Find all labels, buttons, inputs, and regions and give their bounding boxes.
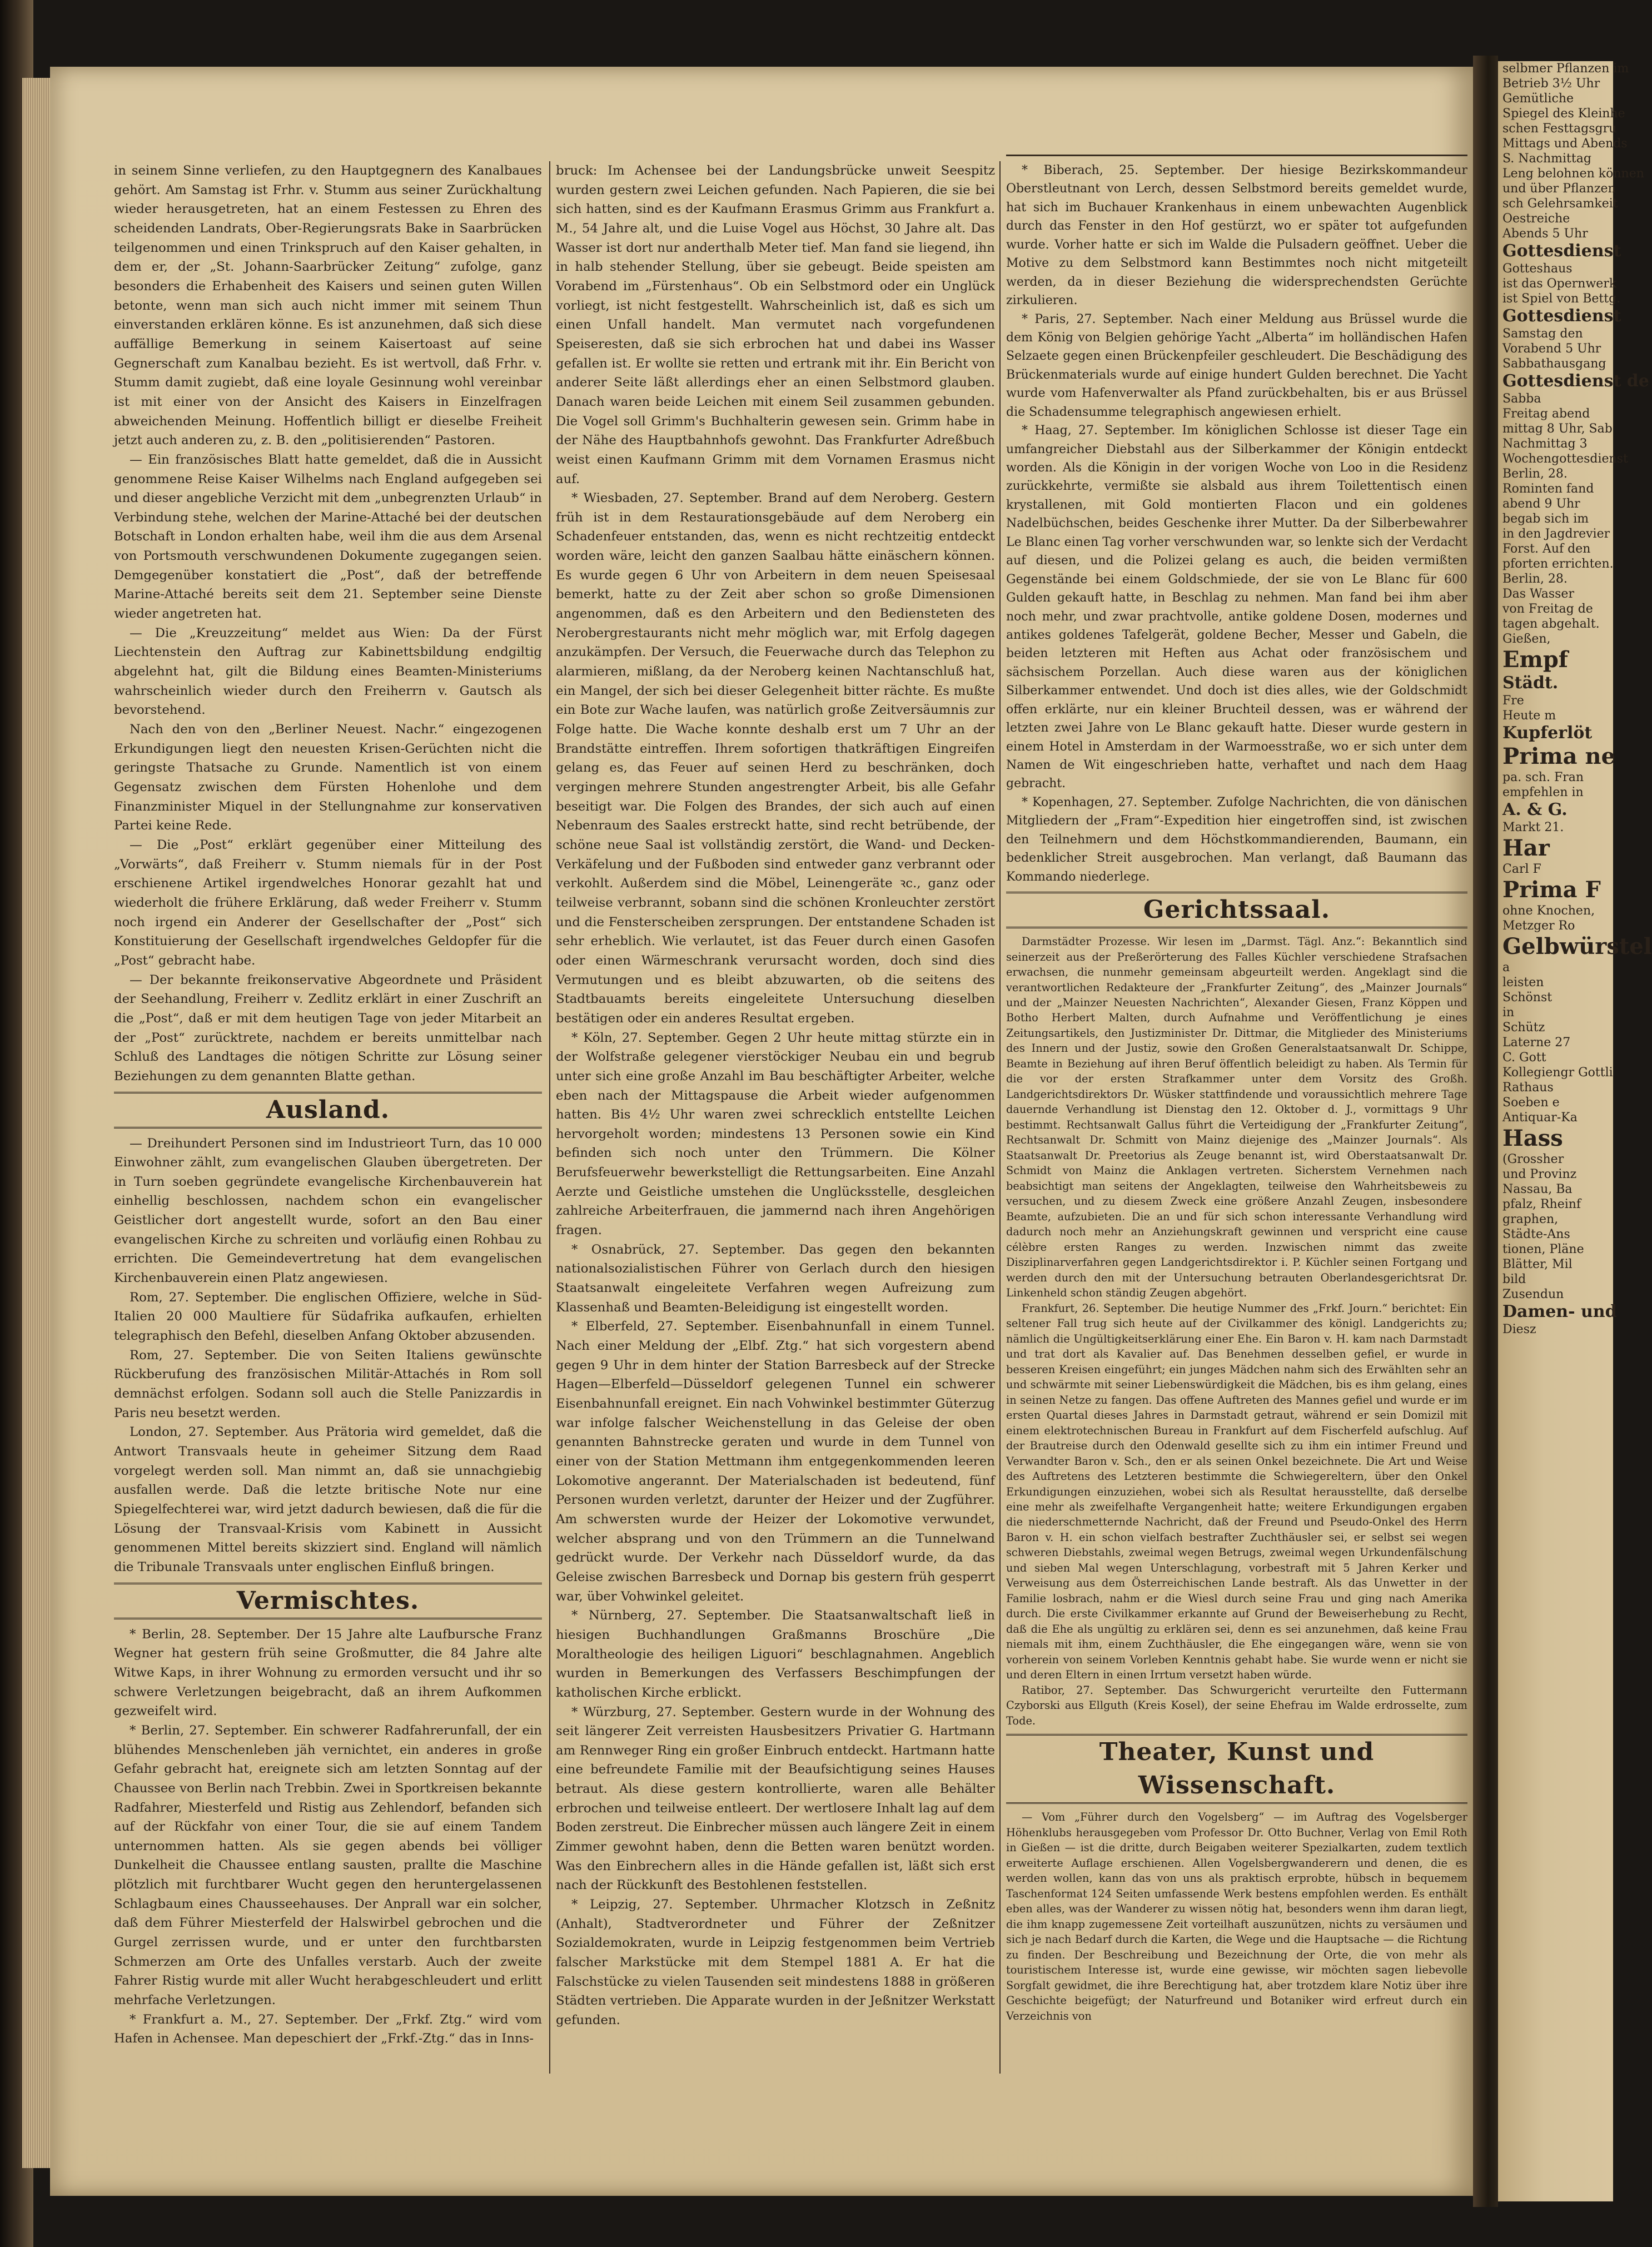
adjacent-page-line: Damen- und (1502, 1302, 1617, 1321)
adjacent-page-line: C. Gott (1502, 1051, 1546, 1065)
adjacent-page-line: Gottesdienst (1502, 306, 1621, 326)
adjacent-page-line: Gottesdienst de (1502, 371, 1649, 391)
adjacent-page-line: (Grossher (1502, 1152, 1564, 1166)
column-1 (114, 161, 542, 2049)
article-paragraph: * Kopenhagen, 27. September. Zufolge Nachrichten, die von dänischen Mitgliedern der „Fram“-Expedition hier eingetroffen sind, ist zwischen den Teilnehmern und dem Höchstkommandierenden, Baumann, ein bedenklicher Streit ausgebrochen. Man verlangt, daß Baumann das Kommando niederlege. (1006, 795, 1467, 884)
column-2 (556, 161, 995, 2030)
adjacent-page-line: von Freitag de (1502, 602, 1593, 616)
adjacent-page-line: Metzger Ro (1502, 919, 1575, 933)
article-paragraph: * Osnabrück, 27. September. Das gegen den bekannten nationalsozialistischen Führer von Gerlach durch den hiesigen Staatsanwalt eingeleitete Verfahren wegen Aufreizung zum Klassenhaß und Beamten-Beleidigung ist eingestellt worden. (556, 1242, 995, 1315)
article-paragraph: * Biberach, 25. September. Der hiesige Bezirkskommandeur Oberstleutnant von Lerch, dessen Selbstmord bereits gemeldet wurde, hat sich im Buchauer Krankenhaus in einem unbewachten Augenblick durch das Fenster in den Hof gestürzt, wo er später tot aufgefunden wurde. Vorher hatte er sich im Walde die Pulsadern geöffnet. Ueber die Motive zu dem Selbstmord kann Bestimmtes noch nicht mitgeteilt werden, da in dieser Beziehung die widersprechendsten Gerüchte zirkulieren. (1006, 163, 1467, 308)
adjacent-page-line: Wochengottesdienst (1502, 452, 1628, 466)
adjacent-page-line: Vorabend 5 Uhr (1502, 342, 1601, 356)
adjacent-page-line: mittag 8 Uhr, Sab (1502, 422, 1613, 436)
adjacent-page-line: Heute m (1502, 709, 1556, 723)
adjacent-page-line: Nassau, Ba (1502, 1182, 1573, 1196)
adjacent-page-line: Oestreiche (1502, 212, 1570, 226)
article-paragraph: * Wiesbaden, 27. September. Brand auf dem Neroberg. Gestern früh ist in dem Restaurationsgebäude auf dem Neroberg ein Schadenfeuer entstanden, das, wenn es nicht rechtzeitig entdeckt worden wäre, leicht den ganzen Saalbau hätte einäschern können. Es wurde gegen 6 Uhr von Arbeitern in dem neuen Speisesaal bemerkt, hatte zu der Zeit aber schon so große Dimensionen angenommen, daß es den Arbeitern und den Bediensteten des Nerobergrestaurants nicht mehr möglich war, mit Erfolg dagegen anzukämpfen. Der Versuch, die Feuerwache durch das Telephon zu alarmieren, mißlang, da der Neroberg keinen Nachtanschluß hat, ein Mangel, der sich bei dieser Gelegenheit bitter rächte. Es mußte ein Bote zur Wache laufen, was natürlich große Zeitversäumnis zur Folge hatte. Die Wache konnte deshalb erst um 7 Uhr an der Brandstätte eintreffen. Ihrem sofortigen thatkräftigen Eingreifen gelang es, das Feuer auf seinen Herd zu beschränken, doch vergingen mehrere Stunden angestrengter Arbeit, bis alle Gefahr beseitigt war. Die Folgen des Brandes, der sich auch auf einen Nebenraum des Saales erstreckt hatte, sind recht betrübende, der schöne neue Saal ist vollständig zerstört, die Wand- und Decken-Verkäfelung und der Fußboden sind entweder ganz verbrannt oder verkohlt. Außerdem sind die Möbel, Leinengeräte ꝛc., ganz oder teilweise verbrannt, sobann sind die schönen Kronleuchter zerstört und die Fensterscheiben zersprungen. Der entstandene Schaden ist sehr erheblich. Wie verlautet, ist das Feuer durch einen Gasofen oder einen Wärmeschrank verursacht worden, doch sind dies Vermutungen und es bleibt abzuwarten, ob die seitens des Stadtbauamts bereits eingeleitete Untersuchung dieselben bestätigen oder ein anderes Resultat ergeben. (556, 491, 995, 1026)
adjacent-page-line: pforten errichten. (1502, 557, 1614, 571)
adjacent-page-line: Markt 21. (1502, 821, 1564, 834)
adjacent-page-line: schen Festtagsgru (1502, 122, 1617, 136)
adjacent-page-line: sch Gelehrsamkeit (1502, 197, 1618, 211)
adjacent-page-line: Gießen, (1502, 632, 1551, 646)
article-paragraph: * Nürnberg, 27. September. Die Staatsanwaltschaft ließ in hiesigen Buchhandlungen Graßmanns Broschüre „Die Moraltheologie des heiligen Liguori“ beschlagnahmen. Angeblich wurden in Bemerkungen des Verfassers Beschimpfungen der katholischen Kirche erblickt. (556, 1608, 995, 1700)
adjacent-page-line: und Provinz (1502, 1167, 1577, 1181)
article-paragraph: * Haag, 27. September. Im königlichen Schlosse ist dieser Tage ein umfangreicher Diebstahl aus der Silberkammer der Königin entdeckt worden. Als die Königin in der vorigen Woche von Loo in die Residenz zurückkehrte, vermißte sie alsbald aus ihrem Toilettentisch einen krystallenen, mit Gold montierten Flacon und ein goldenes Nadelbüchschen, beides Geschenke ihrer Mutter. Da der Silberbewahrer Le Blanc einen Tag vorher verschwunden war, so lenkte sich der Verdacht auf diesen, und die Polizei gelang es auch, die beiden vermißten Gegenstände bei einem Goldschmiede, der sie von Le Blanc für 600 Gulden gekauft hatte, in Beschlag zu nehmen. Man fand bei ihm aber noch mehr, und zwar prachtvolle, antike goldene Dosen, modernes und antikes goldenes Tafelgerät, goldene Becher, Messer und Gabeln, die beiden letzteren mit Heften aus Achat oder französischem und sächsischem Porzellan. Auch diese waren aus der königlichen Silberkammer entwendet. Und doch ist dies alles, wie der Goldschmidt offen erklärte, nur ein kleiner Bruchteil dessen, was er während der letzten zwei Jahre von Le Blanc gekauft hatte. Dieser wurde gestern in einem Hotel in Amsterdam in der Warmoesstraße, wo er sich unter dem Namen de Wit eingeschrieben hatte, verhaftet und nach dem Haag gebracht. (1006, 424, 1467, 791)
article-paragraph: Rom, 27. September. Die von Seiten Italiens gewünschte Rückberufung des französischen Militär-Attachés in Rom soll demnächst erfolgen. Sodann soll auch die Stelle Panizzardis in Paris neu besetzt werden. (114, 1348, 542, 1420)
adjacent-page-line: ist das Opernwerk (1502, 277, 1617, 291)
adjacent-page-line: Gottesdienst (1502, 241, 1621, 261)
article-paragraph: Frankfurt, 26. September. Die heutige Nummer des „Frkf. Journ.“ berichtet: Ein seltener Fall trug sich heute auf der Civilkammer des königl. Landgerichts zu; nämlich die Ungültigkeitserklärung einer Ehe. Ein Baron v. H. kam nach Darmstadt und trat dort als Kavalier auf. Das Benehmen desselben gefiel, er wurde in besseren Kreisen eingeführt; ein junges Mädchen nahm sich des Erwählten sehr an und schwärmte mit seiner Liebenswürdigkeit die Mädchen, bis es ihm gelang, eines in seinen Netze zu fangen. Das offene Auftreten des Mannes gefiel und wurde er im ersten Quartal dieses Jahres in Darmstadt getraut, während er sein Domizil mit einem elektrotechnischen Bureau in Frankfurt auf dem Fischerfeld aufschlug. Auf der Brautreise durch den Odenwald gesellte sich zu ihm ein intimer Freund und Verwandter Baron v. Sch., den er als seinen Onkel bezeichnete. Die Art und Weise des Auftretens des Letzteren bestimmte die Schwiegereltern, über den Onkel Erkundigungen einzuziehen, wobei sich als Resultat herausstellte, daß derselbe eine mehr als zweifelhafte Vergangenheit hatte; weitere Erkundigungen ergaben die niederschmetternde Nachricht, daß der Freund und Pseudo-Onkel des Herrn Baron v. H. ein schon vielfach bestrafter Zuchthäusler sei, er selbst sei wegen schweren Diebstahls, zweimal wegen Betrugs, zweimal wegen Urkundenfälschung und sieben Mal wegen Unterschlagung, vorbestraft mit 5 Jahren Kerker und Verweisung aus dem Österreichischen Lande bestraft. Als das Unwetter in der Familie losbrach, nahm er die Wiesl durch seine Frau und ging nach Amerika durch. Die erste Civilkammer erkannte auf Grund der Beweiserhebung zu Recht, daß die Ehe als ungültig zu erklären sei, denn es sei anzunehmen, daß keine Frau niemals mit ihm, einem Zuchthäusler, die Ehe eingegangen wäre, wenn sie von vorherein von seinem Vorleben Kenntnis gehabt habe. Sie wurde wenn er nicht sie und deren Eltern in einen Irrtum versetzt haben würde. (1006, 1301, 1467, 1682)
adjacent-page-line: tagen abgehalt. (1502, 617, 1600, 631)
adjacent-page-line: selbmer Pflanzen im (1502, 62, 1629, 76)
adjacent-page-line: Samstag den (1502, 327, 1583, 341)
adjacent-page-line: Carl F (1502, 862, 1541, 876)
article-paragraph: * Berlin, 28. September. Der 15 Jahre alte Laufbursche Franz Wegner hat gestern früh seine Großmutter, die 84 Jahre alte Witwe Kaps, in ihrer Wohnung zu ermorden versucht und ihr so schwere Verletzungen beigebracht, daß an ihrem Aufkommen gezweifelt wird. (114, 1627, 542, 1719)
adjacent-page-line: Betrieb 3½ Uhr (1502, 77, 1600, 91)
adjacent-page-line: Das Wasser (1502, 587, 1574, 601)
adjacent-page-line: leisten (1502, 976, 1544, 990)
adjacent-page-line: Kollegiengr Gottli (1502, 1066, 1613, 1080)
article-paragraph: Ratibor, 27. September. Das Schwurgericht verurteilte den Futtermann Czyborski aus Ellguth (Kreis Kosel), der seine Ehefrau im Walde erdrosselte, zum Tode. (1006, 1683, 1467, 1727)
column-3 (1006, 161, 1467, 2024)
article-paragraph: — Die „Post“ erklärt gegenüber einer Mitteilung des „Vorwärts“, daß Freiherr v. Stumm niemals für in der Post erschienene Artikel irgendwelches Honorar gezahlt hat und wiederholt die frühere Erklärung, daß weder Freiherr v. Stumm noch irgend ein Anderer der Gesellschafter der „Post“ sich Konstituierung der Gesellschaft irgendwelches Geldopfer für die „Post“ gebracht habe. (114, 837, 542, 968)
adjacent-page-line: Städt. (1502, 673, 1559, 693)
adjacent-page-line: tionen, Pläne (1502, 1242, 1584, 1256)
article-paragraph: London, 27. September. Aus Prätoria wird gemeldet, daß die Antwort Transvaals heute in geheimer Sitzung dem Raad vorgelegt werden soll. Man nimmt an, daß sie unnachgiebig ausfallen werde. Daß die letzte britische Note nur eine Spiegelfechterei war, wird jetzt dadurch bewiesen, daß die für die Lösung der Transvaal-Krisis vom Kabinett in Aussicht genommenen Mittel bereits skizziert sind. England will nämlich die Tribunale Transvaals unter englischen Einfluß bringen. (114, 1425, 542, 1574)
adjacent-page-fragment (1498, 61, 1652, 2201)
adjacent-page-line: Leng belohnen können (1502, 167, 1644, 181)
adjacent-page-line: Berlin, 28. (1502, 467, 1568, 481)
adjacent-page-line: pa. sch. Fran (1502, 770, 1584, 784)
article-paragraph: * Elberfeld, 27. September. Eisenbahnunfall in einem Tunnel. Nach einer Meldung der „Elbf. Ztg.“ hat sich vorgestern abend gegen 9 Uhr in dem hinter der Station Barresbeck auf der Strecke Hagen—Elberfeld—Düsseldorf gelegenen Tunnel ein schwerer Eisenbahnunfall ereignet. Ein nach Vohwinkel bestimmter Güterzug war infolge falscher Weichenstellung in das Geleise der oben genannten Bahnstrecke geraten und wurde in dem Tunnel von einer von der Station Mettmann ihm entgegenkommenden leeren Lokomotive angerannt. Der Materialschaden ist bedeutend, fünf Personen wurden verletzt, darunter der Heizer und der Zugführer. Am schwersten wurde der Heizer der Lokomotive verwundet, welcher absprang und von den Trümmern an die Tunnelwand gedrückt wurde. Der Verkehr nach Düsseldorf wurde, da das Geleise zwischen Barresbeck und Dornap bis gestern früh gesperrt war, über Vohwinkel geleitet. (556, 1319, 995, 1604)
adjacent-page-line: Zusendun (1502, 1287, 1564, 1301)
column-divider (549, 161, 550, 2074)
adjacent-page-line: Spiegel des Kleinhe (1502, 107, 1625, 121)
adjacent-page-line: Schönst (1502, 991, 1553, 1005)
adjacent-page-line: Blätter, Mil (1502, 1257, 1573, 1271)
adjacent-page-line: Berlin, 28. (1502, 572, 1568, 586)
article-paragraph: — Ein französisches Blatt hatte gemeldet, daß die in Aussicht genommene Reise Kaiser Wilhelms nach England aufgegeben sei und dieser angebliche Verzicht mit dem „unbegrenzten Urlaub“ in Verbindung stehe, welchen der Marine-Attaché bei der deutschen Botschaft in London erhalten habe, weil ihm die aus dem Arsenal von Portsmouth verschwundenen Dokumente zugegangen seien. Demgegenüber konstatiert die „Post“, daß der betreffende Marine-Attaché bereits seit dem 21. September seine Dienste wieder angetreten hat. (114, 452, 542, 622)
adjacent-page-line: in den Jagdrevier (1502, 527, 1610, 541)
adjacent-page-line: pfalz, Rheinf (1502, 1197, 1581, 1211)
article-paragraph: * Paris, 27. September. Nach einer Meldung aus Brüssel wurde die dem König von Belgien gehörige Yacht „Alberta“ im holländischen Hafen Selzaete gegen einen Brückenpfeiler geschleudert. Die Beschädigung des Brückenmaterials wurde auf einige hundert Gulden berechnet. Die Yacht wurde vom Hafenverwalter als Pfand zurückbehalten, bis er aus Brüssel die Schadensumme telegraphisch angewiesen erhielt. (1006, 312, 1467, 419)
article-paragraph: in seinem Sinne verliefen, zu den Hauptgegnern des Kanalbaues gehört. Am Samstag ist Frhr. v. Stumm aus seiner Zurückhaltung wieder herausgetreten, hat an einem Festessen zu Ehren des scheidenden Landrats, Ober-Regierungsrats Bake in Saarbrücken teilgenommen und einen Trinkspruch auf den Kaiser gehalten, in dem er, der „St. Johann-Saarbrücker Zeitung“ zufolge, ganz besonders die Erhabenheit des Kaisers und seinen guten Willen betonte, wenn man sich auch nicht immer mit seinem Thun einverstanden erklären könne. Es ist anzunehmen, daß sich diese auffällige Bemerkung in seinem Kaisertoast auf seine Gegnerschaft zum Kanalbau bezieht. Es ist wertvoll, daß Frhr. v. Stumm damit zugiebt, daß eine loyale Gesinnung wohl vereinbar ist mit einer von der Ansicht des Kaisers in Einzelfragen abweichenden Meinung. Hoffentlich billigt er dieselbe Freiheit jetzt auch anderen zu, z. B. den „politisierenden“ Pastoren. (114, 163, 542, 448)
adjacent-page-line: Gelbwürstel (1502, 933, 1652, 960)
article-paragraph: Rom, 27. September. Die englischen Offiziere, welche in Süd-Italien 20 000 Maultiere für Südafrika aufkaufen, erhielten telegraphisch den Befehl, dieselben Anfang Oktober abzusenden. (114, 1290, 542, 1344)
adjacent-page-line: Freitag abend (1502, 407, 1590, 421)
adjacent-page-line: Prima ne (1502, 743, 1616, 769)
adjacent-page-line: Sabba (1502, 392, 1541, 406)
adjacent-page-line: Diesz (1502, 1323, 1536, 1336)
article-paragraph: bruck: Im Achensee bei der Landungsbrücke unweit Seespitz wurden gestern zwei Leichen gefunden. Nach Papieren, die sie bei sich hatten, sind es der Kaufmann Erasmus Grimm aus Frankfurt a. M., 54 Jahre alt, und die Luise Vogel aus Höchst, 30 Jahre alt. Das Wasser ist dort nur anderthalb Meter tief. Man fand sie liegend, ihn in halb stehender Stellung, über sie gebeugt. Beide speisten am Vorabend im „Fürstenhaus“. Ob ein Selbstmord oder ein Unglück vorliegt, ist nicht festgestellt. Wahrscheinlich ist, daß es sich um einen Unfall handelt. Man vermutet nach vorgefundenen Speiseresten, daß sie sich erbrochen hat und dabei ins Wasser gefallen ist. Er wollte sie retten und ertrank mit ihr. Ein Bericht von anderer Seite läßt allerdings eher an einen Selbstmord glauben. Danach waren beide Leichen mit einem Seil zusammen gebunden. Die Vogel soll Grimm's Buchhalterin gewesen sein. Grimm habe in der Nähe des Hauptbahnhofs gewohnt. Das Frankfurter Adreßbuch weist einen Kaufmann Grimm mit dem Vornamen Erasmus nicht auf. (556, 163, 995, 486)
adjacent-page-line: Prima F (1502, 877, 1601, 903)
adjacent-page-line: Rominten fand (1502, 482, 1594, 496)
adjacent-page-line: A. & G. (1502, 800, 1568, 819)
article-paragraph: * Berlin, 27. September. Ein schwerer Radfahrerunfall, der ein blühendes Menschenleben jäh vernichtet, ein anderes in große Gefahr gebracht hat, ereignete sich am letzten Sonntag auf der Chaussee von Berlin nach Trebbin. Zwei in Sportkreisen bekannte Radfahrer, Miesterfeld und Ristig aus Zehlendorf, befanden sich auf der Rückfahr von einer Tour, die sie auf einem Tandem unternommen hatten. Als sie gegen abends bei völliger Dunkelheit die Chaussee entlang sausten, prallte die Maschine plötzlich mit furchtbarer Wucht gegen den heruntergelassenen Schlagbaum eines Chausseehauses. Der Anprall war ein solcher, daß dem Führer Miesterfeld der Halswirbel gebrochen und die Gurgel zerrissen wurde, und er unter den furchtbarsten Schmerzen am Orte des Unfalles verstarb. Auch der zweite Fahrer Ristig wurde mit aller Wucht herabgeschleudert und erlitt mehrfache Verletzungen. (114, 1723, 542, 2008)
adjacent-page-line: Mittags und Abends (1502, 137, 1628, 151)
section-heading-gerichtssaal: Gerichtssaal. (1006, 892, 1467, 928)
adjacent-page-line: S. Nachmittag (1502, 152, 1591, 166)
article-paragraph: — Vom „Führer durch den Vogelsberg“ — im Auftrag des Vogelsberger Höhenklubs herausgegeben vom Professor Dr. Otto Buchner, Verlag von Emil Roth in Gießen — ist die dritte, durch Beigaben weiterer Spezialkarten, zudem textlich erweiterte Auflage erschienen. Allen Vogelsbergwanderern und denen, die es werden wollen, kann das von uns als praktisch erprobte, hübsch in bequemem Taschenformat 124 Seiten umfassende Werk bestens empfohlen werden. Es enthält eben alles, was der Wanderer zu wissen nötig hat, besonders wenn ihm daran liegt, die ihm knapp zugemessene Zeit vorteilhaft auszunützen, nichts zu versäumen und sich je nach Bedarf durch die Karten, die Wege und die Hauptsache — die Richtung zu finden. Der Beschreibung und Bezeichnung der Orte, die von mehr als touristischem Interesse ist, wurde eine gewisse, wir möchten sagen liebevolle Sorgfalt gewidmet, die ihre Berechtigung hat, aber trotzdem klare Notiz über ihre Geschichte beigefügt; der Naturfreund und Botaniker wird erfreut durch ein Verzeichnis von (1006, 1811, 1467, 2022)
adjacent-page-line: Nachmittag 3 (1502, 437, 1588, 451)
adjacent-page-line: a (1502, 961, 1510, 975)
section-heading-ausland: Ausland. (114, 1092, 542, 1129)
section-heading-vermischtes: Vermischtes. (114, 1583, 542, 1619)
article-paragraph: — Die „Kreuzzeitung“ meldet aus Wien: Da der Fürst Liechtenstein den Auftrag zur Kabinettsbildung endgiltig abgelehnt hat, gilt die Bildung eines Beamten-Ministeriums wahrscheinlich wieder durch den Freiherrn v. Gautsch als bevorstehend. (114, 625, 542, 718)
article-paragraph: Darmstädter Prozesse. Wir lesen im „Darmst. Tägl. Anz.“: Bekanntlich sind seinerzeit aus der Preßerörterung des Falles Küchler verschiedene Strafsachen erwachsen, die nunmehr gemeinsam abgeurteilt werden. Angeklagt sind die verantwortlichen Redakteure der „Frankfurter Zeitung“, des „Mainzer Journals“ und der „Mainzer Neuesten Nachrichten“, Alexander Giesen, Franz Köppen und Botho Herbert Malten, durch Aufnahme und Veröffentlichung je eines Zeitungsartikels, den Justizminister Dr. Dittmar, die Mitglieder des Ministeriums des Innern und der Justiz, sowie den Großen Generalstaatsanwalt Dr. Schippe, Beamte in Beziehung auf ihren Beruf öffentlich beleidigt zu haben. Als Termin für die vor der ersten Strafkammer unter dem Vorsitz des Großh. Landgerichtsdirektors Dr. Wüsker stattfindende und voraussichtlich mehrere Tage dauernde Verhandlung ist Dienstag den 12. Oktober d. J., vormittags 9 Uhr bestimmt. Rechtsanwalt Gallus führt die Verteidigung der „Frankfurter Zeitung“, Rechtsanwalt Dr. Schmitt von Mainz diejenige des „Mainzer Journals“. Als Staatsanwalt Dr. Preetorius als Zeuge benannt ist, wird Oberstaatsanwalt Dr. Schmidt von Mainz die Anklagen vertreten. Sicherstem Vernehmen nach beabsichtigt man seitens der Angeklagten, teilweise den Wahrheitsbeweis zu versuchen, und zu diesem Zweck eine größere Anzahl Zeugen, insbesondere Beamte, aufzubieten. Die an und für sich schon interessante Verhandlung wird dadurch noch mehr an Anziehungskraft gewinnen und verspricht eine cause célèbre ersten Ranges zu werden. Inzwischen nimmt das zweite Disziplinarverfahren gegen Landgerichtsdirektor i. P. Küchler seinen Fortgang und werden durch den mit der Untersuchung betrauten Oberlandesgerichtsrat Dr. Linkenheld schon ständig Zeugen abgehört. (1006, 935, 1467, 1300)
adjacent-page-line: ohne Knochen, (1502, 904, 1595, 918)
article-paragraph: — Der bekannte freikonservative Abgeordnete und Präsident der Seehandlung, Freiherr v. Zedlitz erklärt in einer Zuschrift an die „Post“, daß er mit dem heutigen Tage von jeder Mitarbeit an der „Post“ zurücktrete, nachdem er bereits unmittelbar nach Schluß des Landtages die nötigen Schritte zur Lösung seiner Beziehungen zu dem genannten Blatte gethan. (114, 972, 542, 1083)
article-paragraph: * Frankfurt a. M., 27. September. Der „Frkf. Ztg.“ wird vom Hafen in Achensee. Man depeschiert der „Frkf.-Ztg.“ das in Inns- (114, 2012, 542, 2046)
adjacent-page-line: ist Spiel von Bettg. (1502, 292, 1621, 306)
adjacent-page-line: Gemütliche (1502, 92, 1574, 106)
adjacent-page-line: begab sich im (1502, 512, 1589, 526)
section-heading-theater: Theater, Kunst und Wissenschaft. (1006, 1734, 1467, 1804)
adjacent-page-line: Antiquar-Ka (1502, 1111, 1578, 1125)
adjacent-page-line: Forst. Auf den (1502, 542, 1591, 556)
adjacent-page-line: Har (1502, 835, 1550, 861)
adjacent-page-line: Hass (1502, 1125, 1563, 1151)
adjacent-page-line: Abends 5 Uhr (1502, 227, 1588, 241)
adjacent-page-line: Rathaus (1502, 1081, 1554, 1095)
adjacent-page-line: Gotteshaus (1502, 262, 1573, 276)
column-top-rule (1006, 155, 1467, 156)
book-gutter (1473, 56, 1498, 2207)
adjacent-page-line: Schütz (1502, 1021, 1545, 1035)
article-paragraph: — Dreihundert Personen sind im Industrieort Turn, das 10 000 Einwohner zählt, zum evangelischen Glauben übergetreten. Der in Turn soeben gegründete evangelische Kirchenbauverein hat einhellig beschlossen, nachdem schon ein evangelischer Geistlicher dort angestellt wurde, sofort an den Bau einer evangelischen Kirche zu schreiten und vorläufig einen Rohbau zu errichten. Die Gemeindevertretung hat dem evangelischen Kirchenbauverein einen Platz angewiesen. (114, 1136, 542, 1286)
adjacent-page-line: abend 9 Uhr (1502, 497, 1580, 511)
adjacent-page-line: in (1502, 1006, 1515, 1020)
adjacent-page-line: Empf (1502, 647, 1568, 673)
adjacent-page-line: Laterne 27 (1502, 1036, 1571, 1050)
adjacent-page-line: und über Pflanzen (1502, 182, 1616, 196)
article-paragraph: * Würzburg, 27. September. Gestern wurde in der Wohnung des seit längerer Zeit verreisten Hausbesitzers Privatier G. Hartmann am Rennweger Ring ein großer Einbruch entdeckt. Hartmann hatte eine befreundete Familie mit der Beaufsichtigung seines Hauses betraut. Als diese gestern kontrollierte, waren alle Behälter erbrochen und teilweise entleert. Der wertlosere Inhalt lag auf dem Boden zerstreut. Die Einbrecher müssen auch längere Zeit in einem Zimmer gewohnt haben, denn die Betten waren benützt worden. Was den Einbrechern alles in die Hände gefallen ist, läßt sich erst nach der Rückkunft des Bestohlenen feststellen. (556, 1704, 995, 1893)
adjacent-page-line: graphen, (1502, 1212, 1559, 1226)
article-paragraph: * Köln, 27. September. Gegen 2 Uhr heute mittag stürzte ein in der Wolfstraße gelegener vierstöckiger Neubau ein und begrub unter sich eine große Anzahl im Bau beschäftigter Arbeiter, welche eben nach der Mittagspause die Arbeit wieder aufgenommen hatten. Bis 4½ Uhr waren zwei schrecklich entstellte Leichen hervorgeholt worden; mindestens 13 Personen sowie ein Kind befinden sich noch unter den Trümmern. Die Kölner Berufsfeuerwehr bewerkstelligt die Rettungsarbeiten. Eine Anzahl Aerzte und Geistliche umstehen die Unglücksstelle, desgleichen zahlreiche Arbeiterfrauen, die jammernd nach ihren Angehörigen fragen. (556, 1030, 995, 1238)
adjacent-page-line: empfehlen in (1502, 786, 1584, 799)
adjacent-page-line: bild (1502, 1272, 1526, 1286)
adjacent-page-line: Städte-Ans (1502, 1227, 1570, 1241)
adjacent-page-line: Fre (1502, 694, 1524, 708)
adjacent-page-line: Kupferlöt (1502, 723, 1593, 743)
article-paragraph: Nach den von den „Berliner Neuest. Nachr.“ eingezogenen Erkundigungen liegt den neuesten Krisen-Gerüchten nicht die geringste Thatsache zu Grunde. Namentlich ist von einem Gegensatz zwischen dem Fürsten Hohenlohe und dem Finanzminister Miquel in der Stellungnahme zur konservativen Partei keine Rede. (114, 722, 542, 833)
adjacent-page-line: Sabbathausgang (1502, 357, 1606, 371)
article-paragraph: * Leipzig, 27. September. Uhrmacher Klotzsch in Zeßnitz (Anhalt), Stadtverordneter und Führer der Zeßnitzer Sozialdemokraten, wurde in Leipzig festgenommen beim Vertrieb falscher Markstücke mit dem Stempel 1881 A. Er hat die Falschstücke zu vielen Tausenden seit mindestens 1888 in größeren Städten vertrieben. Die Apparate wurden in der Jeßnitzer Werkstatt gefunden. (556, 1897, 995, 2027)
adjacent-page-line: Soeben e (1502, 1096, 1560, 1110)
column-divider (999, 161, 1001, 2074)
